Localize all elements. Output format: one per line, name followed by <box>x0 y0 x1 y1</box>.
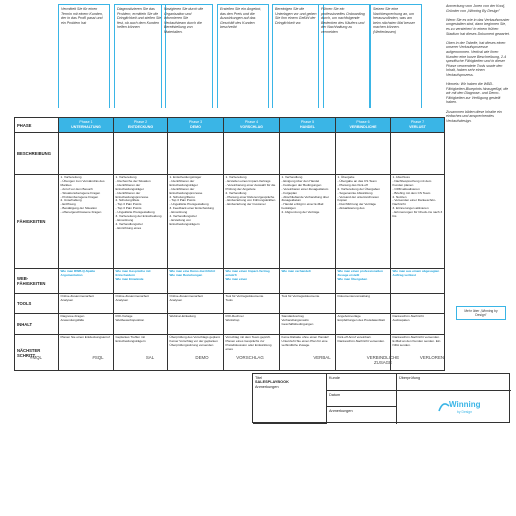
phase-note-3: Navigieren Sie durch die Organisation und informieren Sie Verkaufsteam durch die Bereitstellung von Materialien. <box>161 4 213 108</box>
next-step-cell: Dankeschön-Nachricht versenden. E-Mail an den Kunden senden. Ein NDA senden. <box>391 335 445 371</box>
title-value: SALESPLAYBOOK <box>255 380 289 385</box>
web-skill-link[interactable]: Wie man einen Impact-Vertrag entwirft Wie man einen <box>224 269 280 294</box>
faehigkeiten-cell: 1. Vorbereitung - Erstellen eines Impact-Vertrags - Vereinbarung einer Auswahl für die Prüfung der Angebote 2. Verhandlung - Planung einer Referenzgespräche - Einbeziehung von Führungskräften - Einbeziehung der Customer <box>224 175 280 269</box>
side-note: Anmerkung vom Joren von der Kooij, Gründer von „Winning By Design" Wenn Sie es wie in das Verkaufsmuster umgestalten sind, dann beginnen Sie, es zu verstehen! In einem frühen Stadium hat dieses Dokument gewartet. Oben in der Tabelle, hat dieses einen unserer Verkaufsprozesse aufgenommen. Vertical wie Ihren Kunden eine kurze Beschreibung, 2-4 spezifische Fähigkeiten und in dieser Phase verwendete Tools sowie den Inhalt, haben sehr einen Verkaufsprozess. Hinweis: Wir haben die WBD-Fähigkeiten-Blueprints hinzugefügt, die wir mit den Diagnose- und Demo-Fähigkeiten zur Verfügung gestellt haben. Zusammen bilden diese Inhalte ein einfaches und ansprechendes Verkaufsdesign. <box>446 4 510 123</box>
beschreibung-cell <box>59 133 114 175</box>
stage-label: DEMO <box>195 355 209 360</box>
next-step-cell: Geplantes Treffen mit Entscheidungsträgern <box>114 335 168 371</box>
row-label-inhalt: INHALT <box>15 314 59 335</box>
faehigkeiten-cell: 1. Vorbereitung - Recherche der Situation - Identifizieren der Entscheidungsträger - Identifizieren der Entscheidungsprozesse 2. Schulung/Ziele - Top 3 Pain Points - Top 3 Pain Points - Ungeklärte Preisgestaltung 3. Vorbereitung der Entscheidung - Einordnung 4. Verhandlungsziel - Einrichtung eines <box>114 175 168 269</box>
logo-swoosh <box>439 404 449 411</box>
datum-label: Datum <box>327 391 397 407</box>
phase-name: VORSCHLAG <box>240 125 263 129</box>
row-label-faehigkeiten: FÄHIGKEITEN <box>15 175 59 269</box>
tools-cell: Tool für Vertragsdokumente <box>280 294 336 314</box>
faehigkeiten-cell: 1. Abschluss - Nachbesprechung mit dem Kunden planen - CRM aktualisieren - Briefing mit dem CS Team 2. Notizen - Versenden einer Dankeschön-Nachricht 3. Erinnerungen aktivieren - Erinnerungen für Check-ins nach 3 bis <box>391 175 445 269</box>
phase-number: Phase 7 <box>410 120 425 125</box>
stage-label: SAL <box>145 355 155 360</box>
web-skill-link[interactable]: Wie man einen professionellen Zusage erstellt Wie man Übergaben <box>336 269 391 294</box>
phase-header-4 <box>224 118 280 133</box>
phase-header-3 <box>168 118 224 133</box>
inhalt-cell: ROI-Vorlage Wettbewerbsposition <box>114 314 168 335</box>
logo-subtext: by Design <box>457 410 473 414</box>
phase-number: Phase 4 <box>244 120 259 125</box>
phase-note-5: Bereinigen Sie die Unterlagen vor und geben Sie ihm einem Gefühl der Dringlichkeit vor. <box>272 4 324 108</box>
faehigkeiten-cell: 1. Übergabe - Übergabe an das CS Team - Planung des Kick-off 2. Vorbereitung der Übergaben - Sogenannte Abwicklung - Versand der unterzeichneten Kopien - Durchführung der Verträge - Aktualisierung des <box>336 175 391 269</box>
tools-cell: Dokumentenverwaltung <box>336 294 391 314</box>
playbook-table <box>14 117 445 371</box>
more-info-link[interactable]: Mehr über „Winning by Design" <box>456 306 506 320</box>
tools-cell: Online-Zusammenarbeit Analysen <box>59 294 114 314</box>
phase-name: DEMO <box>190 125 201 129</box>
web-skill-link[interactable]: Wie man verhandelt <box>280 269 336 294</box>
row-label-web: WEB-FÄHIGKEITEN <box>15 269 59 294</box>
next-step-cell: Kick-off Anruf vereinbart. Dankeschön-Nachricht versenden. <box>336 335 391 371</box>
beschreibung-cell <box>224 133 280 175</box>
phase-name: ENTDECKUNG <box>127 125 154 129</box>
stage-label: #SQL <box>92 355 104 360</box>
faehigkeiten-cell: 1. Verhandlung - Einigung über den Handel - Festlegen der Bedingungen - Vereinbaren einer Zusageidatum - Folgeplan - Abschließende Verhandlung über Zusageidatum - Handel erfolgt in einer E-Mail bestätigen 2. Abgrenzung der Verträge <box>280 175 336 269</box>
phase-header-2 <box>114 118 168 133</box>
phase-name: UNTERHALTUNG <box>71 125 101 129</box>
beschreibung-cell <box>114 133 168 175</box>
row-label-beschreibung: BESCHREIBUNG <box>15 133 59 175</box>
phase-name: VERBINDLICHE <box>349 125 377 129</box>
stage-label: VERLOREN <box>419 355 445 360</box>
beschreibung-cell <box>391 133 445 175</box>
phase-name: HANDEL <box>300 125 315 129</box>
stage-label: VERBINDLICHE ZUSAGE <box>366 355 400 365</box>
web-skill-link[interactable]: Wie man RWB-Q-Spalte Argumentation <box>59 269 114 294</box>
next-step-cell: Planen Sie einen Entdeckungsanruf <box>59 335 114 371</box>
stage-label: VORSCHLAG <box>236 355 264 360</box>
tools-cell: Online-Zusammenarbeit Analysen <box>114 294 168 314</box>
phase-number: Phase 3 <box>188 120 203 125</box>
tools-cell <box>391 294 445 314</box>
faehigkeiten-cell: 1. Entscheidungsträger - Identifizieren der Entscheidungsträger - Identifizieren der Entscheidungsprozesse 2. Schulung/Demo - Top 3 Pain Points - Ungeklärte Preisgestaltung 3. Feedback einer Entscheidung - Einordnung 4. Verhandlungsziel - Erstellung von Entscheidungsträgern <box>168 175 224 269</box>
inhalt-cell: Diagnose-Fragen Anwendungsfälle <box>59 314 114 335</box>
web-skill-link[interactable]: Wie man Gespräche mit Entscheidern Wie man Einwände <box>114 269 168 294</box>
next-step-cell: Keine Rabatte ohne einen Handel! Unterzieht Sie einen Plan für eine verbindliche Zusage. <box>280 335 336 371</box>
kunde-label: Kunde <box>327 374 397 391</box>
version-label: Anmerkungen <box>327 407 397 424</box>
web-skill-link[interactable]: Wie man aus einem abgesagten Auftrag verlässt <box>391 269 445 294</box>
inhalt-cell: Webinar-Einladung <box>168 314 224 335</box>
phase-note-6: Führen Sie ein professionelles Onboarding durch, um nachfolgende Bedenken des Käufers und der Nachhaltung zu vermeiden <box>318 4 370 108</box>
phase-number: Phase 5 <box>300 120 315 125</box>
tools-cell: Tool für Vertragsdokumente Tools <box>224 294 280 314</box>
row-label-tools: TOOLS <box>15 294 59 314</box>
phase-note-2: Diagnostizieren Sie das Problem, ermitteln Sie die Dringlichkeit und stellen Sie fest, ob auch dem Kunden helfen können <box>114 4 166 108</box>
phase-number: Phase 2 <box>133 120 148 125</box>
next-step-cell: Überprüfung des Vorschlags geplant. Keiner Vorschlag vor der geplanten Überprüfungssitzung versenden <box>168 335 224 371</box>
phase-header-6 <box>336 118 391 133</box>
faehigkeiten-cell: 1. Vorbereitung - Übungen zum Verständnis des Marktes - Anruf vor dem Besuch - Situationsbezogene Fragen - Problembezogene Fragen 2. Unterhaltung - Eröffnung - Bestätigung der Situation - offene/geschlossene Fragen <box>59 175 114 269</box>
phase-header-5 <box>280 118 336 133</box>
beschreibung-cell <box>336 133 391 175</box>
title-cell <box>253 374 327 424</box>
web-skill-link[interactable]: Wie man eine Demo durchführt Wie man Beziehungen <box>168 269 224 294</box>
inhalt-cell: ROI-Rechner Workshop <box>224 314 280 335</box>
subtitle-label: Anmerkungen <box>255 384 279 389</box>
next-step-cell: Vorschlag mit dem Team geprüft. Planen eines Gesprächs zur Preisdiskussion oder Entwicklung eines <box>224 335 280 371</box>
phase-note-7: Setzen Sie eine Nachbesprechung an, um herauszufinden, was am beim nächsten Mal besser machen können. (Weiterlassen) <box>370 4 422 108</box>
inhalt-cell: Angebotsvorlage Empfehlungen des Preisdatenblatt <box>336 314 391 335</box>
phase-note-1: Vermittelt Sie für einen Termin mit einem Kunden, der in das Profil passt und ein Problem hat <box>58 4 110 108</box>
ueberpruefung-label: Überprüfung <box>397 374 511 391</box>
stage-label: VERBAL <box>313 355 331 360</box>
logo-text: Winning <box>449 400 481 409</box>
phase-number: Phase 1 <box>79 120 93 125</box>
winning-by-design-logo <box>437 396 481 416</box>
beschreibung-cell <box>280 133 336 175</box>
inhalt-cell: Standardvertrag Verhandlungsmatrix Geschäftsbedingungen <box>280 314 336 335</box>
title-label: Titel <box>255 375 263 380</box>
beschreibung-cell <box>168 133 224 175</box>
tools-cell: Online-Zusammenarbeit Analysen <box>168 294 224 314</box>
inhalt-cell: Dankeschön-Nachricht Audiospalen <box>391 314 445 335</box>
phase-name: VERLUST <box>409 125 426 129</box>
phase-header-1 <box>59 118 114 133</box>
phase-header-7 <box>391 118 445 133</box>
row-label-next: NÄCHSTER SCHRITT <box>15 335 59 371</box>
phase-note-4: Erstellen Sie ein Angebot, das den Preis und die Auswirkungen auf das Geschäft des Kunden beschreibt <box>217 4 269 108</box>
row-label-phase: PHASE <box>15 118 59 133</box>
stage-label: #MQL <box>30 355 42 360</box>
phase-number: Phase 6 <box>356 120 370 125</box>
